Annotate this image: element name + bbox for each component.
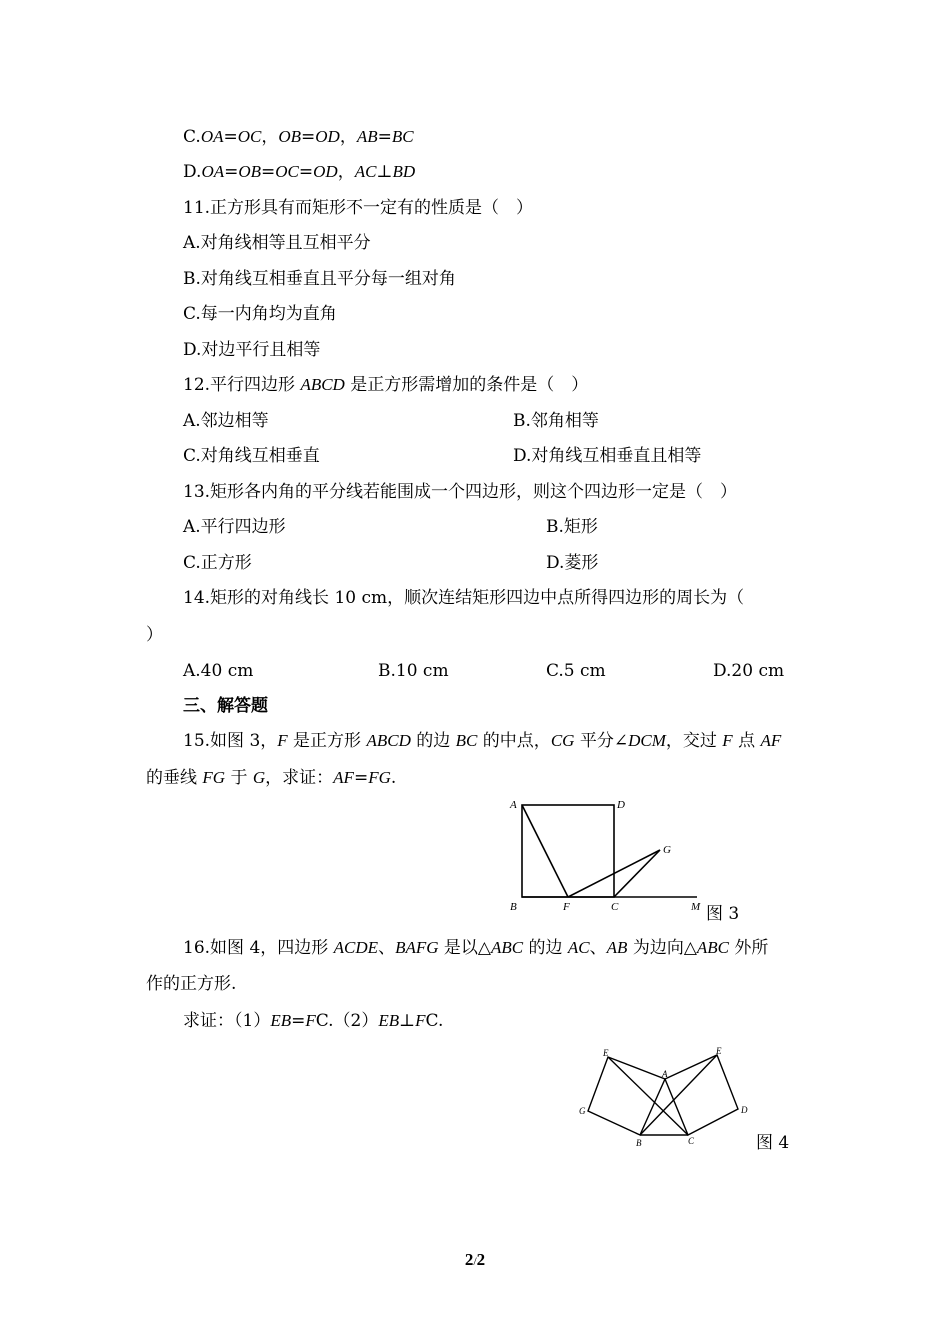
math-var: AC bbox=[567, 938, 590, 957]
q13-option-d: D.菱形 bbox=[546, 553, 599, 573]
separator: ， bbox=[339, 127, 357, 147]
math-var: AF bbox=[333, 768, 354, 787]
math-var: OB bbox=[238, 162, 262, 181]
figure-4 bbox=[575, 1045, 755, 1154]
q13-option-c: C.正方形 bbox=[183, 553, 252, 573]
q14-option-a: A.40 cm bbox=[183, 661, 254, 681]
math-var: F bbox=[415, 1011, 426, 1030]
stem-text: 平分∠ bbox=[574, 731, 629, 751]
q15-stem-line1 bbox=[183, 730, 781, 752]
stem-text: 为边向△ bbox=[627, 938, 697, 958]
math-var: BD bbox=[392, 162, 416, 181]
math-var: OA bbox=[200, 127, 224, 146]
label-b: B bbox=[636, 1138, 642, 1148]
math-var: EB bbox=[378, 1011, 400, 1030]
math-var: AB bbox=[606, 938, 628, 957]
option-prefix: D. bbox=[183, 162, 202, 182]
math-var: F bbox=[722, 731, 733, 750]
math-var: OC bbox=[237, 127, 262, 146]
math-var: ABCD bbox=[366, 731, 411, 750]
q12-option-c: C.对角线互相垂直 bbox=[183, 446, 320, 466]
equals-sign: = bbox=[353, 768, 369, 788]
q12-option-b: B.邻角相等 bbox=[513, 411, 599, 431]
equals-sign: = bbox=[261, 162, 276, 182]
q12-option-d: D.对角线互相垂直且相等 bbox=[513, 446, 702, 466]
stem-text: 的中点， bbox=[477, 731, 551, 751]
stem-text: 16.如图 4，四边形 bbox=[183, 938, 334, 958]
label-a: A bbox=[662, 1069, 668, 1079]
math-var: AF bbox=[760, 731, 782, 750]
figure-3 bbox=[505, 795, 705, 924]
separator: ， bbox=[261, 127, 279, 147]
q10-option-d bbox=[183, 161, 415, 183]
label-c: C bbox=[688, 1136, 695, 1146]
q10-option-c bbox=[183, 126, 414, 148]
stem-text: 是正方形需增加的条件是（ ） bbox=[344, 375, 589, 395]
math-var: DCM bbox=[628, 731, 666, 750]
label-d: D bbox=[617, 799, 625, 811]
stem-text: 求证：（1） bbox=[183, 1011, 271, 1031]
q11-option-a: A.对角线相等且互相平分 bbox=[183, 233, 371, 253]
equals-sign: = bbox=[223, 127, 238, 147]
separator: ， bbox=[337, 162, 355, 182]
perpendicular-sign: ⊥ bbox=[399, 1011, 416, 1031]
segment-eb bbox=[640, 1055, 717, 1135]
stem-text: 点 bbox=[732, 731, 761, 751]
square-abcd bbox=[522, 805, 614, 897]
math-var: OB bbox=[278, 127, 302, 146]
page-number bbox=[0, 1250, 950, 1270]
page-separator: / bbox=[473, 1254, 477, 1268]
equals-sign: = bbox=[301, 127, 316, 147]
stem-text: C.（2） bbox=[315, 1011, 379, 1031]
figure-4-diagram bbox=[575, 1045, 755, 1150]
label-e-left: E bbox=[603, 1048, 609, 1058]
label-f: F bbox=[563, 901, 570, 913]
stem-text: 、 bbox=[589, 938, 607, 958]
math-var: G bbox=[252, 768, 266, 787]
q16-stem-line1 bbox=[183, 937, 768, 959]
label-g: G bbox=[663, 844, 671, 856]
equals-sign: = bbox=[291, 1011, 306, 1031]
stem-text: 15.如图 3， bbox=[183, 731, 278, 751]
stem-text: C. bbox=[425, 1011, 444, 1031]
math-var: OD bbox=[313, 162, 338, 181]
math-var: ABC bbox=[696, 938, 730, 957]
label-c: C bbox=[611, 901, 619, 913]
math-var: EB bbox=[270, 1011, 292, 1030]
q13-option-b: B.矩形 bbox=[546, 517, 598, 537]
q11-option-c: C.每一内角均为直角 bbox=[183, 304, 337, 324]
stem-text: 、 bbox=[378, 938, 396, 958]
stem-text: . bbox=[390, 768, 397, 788]
equals-sign: = bbox=[377, 127, 392, 147]
q14-option-b: B.10 cm bbox=[378, 661, 449, 681]
q13-stem: 13.矩形各内角的平分线若能围成一个四边形，则这个四边形一定是（ ） bbox=[183, 482, 738, 502]
math-var: OA bbox=[201, 162, 225, 181]
q11-option-d: D.对边平行且相等 bbox=[183, 340, 321, 360]
equals-sign: = bbox=[224, 162, 239, 182]
stem-text: 12.平行四边形 bbox=[183, 375, 301, 395]
figure-3-caption: 图 3 bbox=[706, 904, 740, 924]
stem-text: 是正方形 bbox=[287, 731, 367, 751]
math-var: OC bbox=[275, 162, 299, 181]
stem-text: 是以△ bbox=[438, 938, 491, 958]
label-g: G bbox=[579, 1106, 586, 1116]
math-var: OD bbox=[315, 127, 340, 146]
segment-cg bbox=[614, 850, 660, 897]
math-var: AB bbox=[356, 127, 378, 146]
q15-stem-line2 bbox=[146, 767, 396, 789]
label-e-right: E bbox=[716, 1046, 722, 1056]
stem-text: 的边 bbox=[410, 731, 456, 751]
figure-3-diagram bbox=[505, 795, 705, 920]
label-a: A bbox=[510, 799, 517, 811]
q16-stem-line2: 作的正方形. bbox=[146, 974, 237, 994]
q11-option-b: B.对角线互相垂直且平分每一组对角 bbox=[183, 269, 456, 289]
math-var: FG bbox=[368, 768, 391, 787]
option-prefix: C. bbox=[183, 127, 201, 147]
math-var: BC bbox=[455, 731, 478, 750]
segment-fc bbox=[608, 1057, 688, 1135]
q12-option-a: A.邻边相等 bbox=[183, 411, 269, 431]
math-var: BC bbox=[391, 127, 414, 146]
square-bafg bbox=[588, 1057, 665, 1135]
section-heading: 三、解答题 bbox=[183, 696, 268, 716]
perpendicular-sign: ⊥ bbox=[376, 162, 393, 182]
label-b: B bbox=[510, 901, 517, 913]
math-var: ACDE bbox=[333, 938, 379, 957]
math-var: F bbox=[305, 1011, 316, 1030]
math-var: CG bbox=[550, 731, 575, 750]
q14-option-d: D.20 cm bbox=[713, 661, 785, 681]
q11-stem: 11.正方形具有而矩形不一定有的性质是（ ） bbox=[183, 198, 534, 218]
q14-stem: 14.矩形的对角线长 10 cm，顺次连结矩形四边中点所得四边形的周长为（ bbox=[183, 588, 745, 608]
equals-sign: = bbox=[298, 162, 314, 182]
figure-4-caption: 图 4 bbox=[756, 1133, 790, 1153]
stem-text: 的垂线 bbox=[146, 768, 203, 788]
q12-stem bbox=[183, 374, 588, 396]
stem-text: ，求证： bbox=[265, 768, 334, 788]
q16-prove bbox=[183, 1010, 443, 1032]
math-var: AC bbox=[354, 162, 377, 181]
q14-stem-cont: ） bbox=[146, 625, 163, 645]
math-var: ABC bbox=[490, 938, 524, 957]
q13-option-a: A.平行四边形 bbox=[183, 517, 286, 537]
segment-af bbox=[522, 805, 568, 897]
label-d: D bbox=[741, 1105, 748, 1115]
q14-option-c: C.5 cm bbox=[546, 661, 606, 681]
stem-text: 的边 bbox=[523, 938, 568, 958]
stem-text: ，交过 bbox=[665, 731, 723, 751]
stem-text: 外所 bbox=[729, 938, 769, 958]
total-pages: 2 bbox=[476, 1250, 486, 1269]
math-var: ABCD bbox=[300, 375, 345, 394]
stem-text: 于 bbox=[225, 768, 253, 788]
math-var: BAFG bbox=[395, 938, 439, 957]
math-var: F bbox=[277, 731, 288, 750]
math-var: FG bbox=[202, 768, 226, 787]
current-page: 2 bbox=[464, 1250, 474, 1269]
label-m: M bbox=[691, 901, 701, 913]
